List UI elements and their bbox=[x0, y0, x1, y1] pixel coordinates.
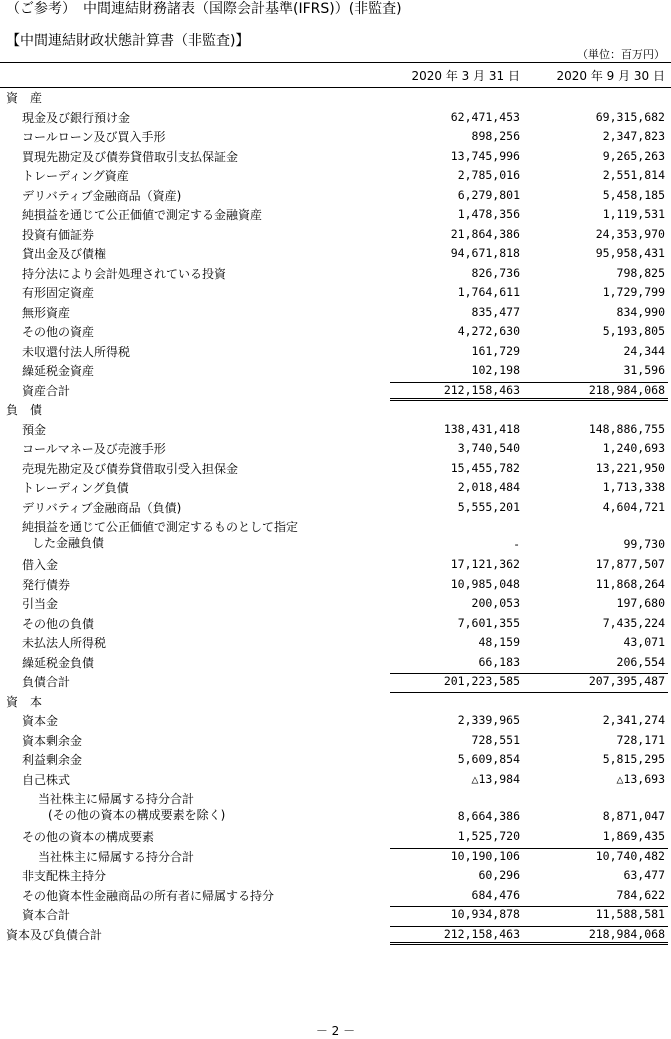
row-label bbox=[22, 733, 82, 749]
value-2020-09: 43,071 bbox=[623, 635, 665, 649]
row-label-text: 資 産 bbox=[6, 91, 43, 105]
row-label bbox=[22, 285, 94, 301]
row-label-text: その他の資産 bbox=[22, 325, 95, 339]
row-label-text: デリバティブ金融商品（負債) bbox=[22, 500, 182, 515]
value-2020-09: 1,729,799 bbox=[602, 285, 665, 299]
row-label bbox=[22, 129, 166, 145]
value-2020-03: 2,018,484 bbox=[457, 480, 520, 494]
row-label bbox=[22, 557, 58, 573]
row-label bbox=[22, 344, 130, 360]
table-row bbox=[0, 672, 671, 692]
value-2020-03: 15,455,782 bbox=[450, 460, 520, 475]
value-2020-03: 1,525,720 bbox=[457, 829, 520, 843]
row-label-text: デリバティブ金融商品（資産) bbox=[22, 188, 182, 203]
value-2020-09: 24,344 bbox=[623, 343, 665, 358]
value-2020-09: 99,730 bbox=[623, 537, 665, 551]
row-label-continuation: (その他の資本の構成要素を除く) bbox=[48, 808, 226, 822]
table-body bbox=[0, 88, 671, 944]
row-label-text: その他の負債 bbox=[22, 616, 95, 631]
row-label bbox=[22, 324, 94, 340]
row-label-text: 純損益を通じて公正価値で測定するものとして指定 bbox=[22, 520, 299, 534]
subtotal-rule bbox=[390, 382, 668, 383]
table-row bbox=[0, 400, 671, 420]
row-label bbox=[22, 246, 106, 262]
row-label bbox=[22, 500, 181, 516]
value-2020-09: 218,984,068 bbox=[588, 926, 665, 941]
row-label-text: 当社株主に帰属する持分合計 bbox=[38, 792, 195, 806]
table-row bbox=[0, 653, 671, 673]
value-2020-03: 684,476 bbox=[471, 887, 520, 902]
table-row bbox=[0, 459, 671, 479]
row-label bbox=[22, 383, 70, 399]
table-row bbox=[0, 770, 671, 790]
value-2020-09: 10,740,482 bbox=[595, 848, 665, 863]
table-row bbox=[0, 886, 671, 906]
value-2020-09: 5,458,185 bbox=[602, 187, 665, 202]
row-label bbox=[22, 713, 58, 729]
row-label-text: 未収還付法人所得税 bbox=[22, 344, 131, 359]
table-row bbox=[0, 905, 671, 925]
row-label bbox=[22, 441, 166, 457]
table-row bbox=[0, 127, 671, 147]
row-label bbox=[22, 305, 70, 321]
table-row bbox=[0, 439, 671, 459]
row-label-text: 買現先勘定及び債券貸借取引支払保証金 bbox=[22, 149, 239, 164]
value-2020-03: 1,478,356 bbox=[457, 207, 520, 221]
row-label bbox=[22, 480, 129, 496]
value-2020-03: 8,664,386 bbox=[457, 809, 520, 823]
row-label bbox=[22, 266, 226, 282]
column-header-2020-03: 2020 年 3 月 31 日 bbox=[411, 69, 520, 83]
value-2020-09: 24,353,970 bbox=[595, 226, 665, 241]
row-label-text: 資本及び負債合計 bbox=[6, 927, 103, 942]
value-2020-09: 728,171 bbox=[616, 732, 665, 747]
row-label-text: 資産合計 bbox=[22, 383, 71, 398]
row-label-text: 負 債 bbox=[6, 403, 43, 417]
value-2020-03: 898,256 bbox=[471, 129, 520, 143]
row-label-text: 非支配株主持分 bbox=[22, 869, 107, 883]
row-label-text: 預金 bbox=[22, 422, 47, 437]
value-2020-03: 66,183 bbox=[478, 654, 520, 669]
row-label bbox=[6, 927, 102, 943]
table-row bbox=[0, 244, 671, 264]
row-label-text: 当社株主に帰属する持分合計 bbox=[38, 849, 195, 864]
value-2020-03: 5,609,854 bbox=[457, 752, 520, 766]
value-2020-03: 6,279,801 bbox=[457, 187, 520, 202]
value-2020-09: 17,877,507 bbox=[595, 557, 665, 571]
value-2020-09: 1,240,693 bbox=[602, 441, 665, 455]
value-2020-03: 1,764,611 bbox=[457, 285, 520, 299]
row-label-text: 無形資産 bbox=[22, 305, 71, 320]
row-label-text: 資本金 bbox=[22, 714, 59, 728]
row-label-text: 繰延税金資産 bbox=[22, 364, 95, 378]
value-2020-03: 200,053 bbox=[471, 596, 520, 610]
table-row bbox=[0, 283, 671, 303]
value-2020-09: 5,815,295 bbox=[602, 752, 665, 766]
value-2020-09: 798,825 bbox=[616, 265, 665, 280]
value-2020-09: 834,990 bbox=[616, 304, 665, 319]
row-label-text: 自己株式 bbox=[22, 772, 71, 787]
value-2020-03: - bbox=[513, 537, 520, 551]
table-row bbox=[0, 88, 671, 108]
row-label bbox=[22, 227, 94, 243]
total-double-rule bbox=[390, 942, 668, 945]
value-2020-03: 3,740,540 bbox=[457, 441, 520, 455]
subtotal-rule bbox=[390, 673, 668, 674]
row-label-text: 資 本 bbox=[6, 694, 43, 709]
row-label bbox=[22, 772, 70, 788]
value-2020-03: △13,984 bbox=[471, 771, 520, 786]
row-label-continuation: した金融負債 bbox=[32, 536, 105, 550]
table-row bbox=[0, 866, 671, 886]
row-label bbox=[6, 90, 42, 106]
value-2020-09: 197,680 bbox=[616, 596, 665, 610]
value-2020-03: 7,601,355 bbox=[457, 615, 520, 630]
value-2020-03: 10,985,048 bbox=[450, 576, 520, 591]
subtotal-rule bbox=[390, 848, 668, 849]
table-row bbox=[0, 108, 671, 128]
value-2020-03: 17,121,362 bbox=[450, 557, 520, 571]
row-label bbox=[22, 829, 154, 845]
table-header bbox=[0, 62, 671, 88]
table-row bbox=[0, 925, 671, 945]
table-row bbox=[0, 692, 671, 712]
row-label bbox=[22, 655, 94, 671]
row-label-text: 投資有価証券 bbox=[22, 227, 95, 242]
row-label bbox=[22, 596, 58, 612]
value-2020-03: 212,158,463 bbox=[443, 926, 520, 941]
row-label bbox=[22, 363, 94, 379]
value-2020-03: 13,745,996 bbox=[450, 148, 520, 163]
table-row bbox=[0, 186, 671, 206]
value-2020-03: 138,431,418 bbox=[443, 421, 520, 436]
table-row bbox=[0, 555, 671, 575]
value-2020-03: 21,864,386 bbox=[450, 226, 520, 241]
row-label bbox=[22, 422, 46, 438]
value-2020-09: 7,435,224 bbox=[602, 615, 665, 630]
table-row bbox=[0, 147, 671, 167]
value-2020-09: 69,315,682 bbox=[595, 109, 665, 124]
row-label-text: 現金及び銀行預け金 bbox=[22, 110, 131, 125]
value-2020-09: 1,119,531 bbox=[602, 207, 665, 221]
row-label-text: 資本合計 bbox=[22, 908, 71, 922]
row-label-text: 純損益を通じて公正価値で測定する金融資産 bbox=[22, 208, 263, 222]
row-label-text: 負債合計 bbox=[22, 675, 71, 689]
row-label bbox=[22, 674, 70, 690]
value-2020-03: 102,198 bbox=[471, 363, 520, 377]
value-2020-09: 2,551,814 bbox=[602, 168, 665, 182]
row-label-text: 発行債券 bbox=[22, 577, 71, 592]
value-2020-03: 728,551 bbox=[471, 732, 520, 747]
row-label-text: トレーディング負債 bbox=[22, 481, 129, 495]
row-label-text: トレーディング資産 bbox=[22, 169, 129, 183]
value-2020-03: 94,671,818 bbox=[450, 246, 520, 260]
value-2020-09: 1,713,338 bbox=[602, 480, 665, 494]
row-label-text: 借入金 bbox=[22, 558, 59, 572]
row-label-text: 繰延税金負債 bbox=[22, 655, 95, 670]
row-label bbox=[22, 635, 106, 651]
table-row bbox=[0, 594, 671, 614]
row-label bbox=[22, 888, 274, 904]
row-label-text: 引当金 bbox=[22, 597, 59, 611]
table-row bbox=[0, 614, 671, 634]
value-2020-03: 60,296 bbox=[478, 868, 520, 882]
row-label bbox=[22, 907, 70, 923]
row-label bbox=[38, 791, 225, 823]
table-row bbox=[0, 166, 671, 186]
table-row bbox=[0, 342, 671, 362]
row-label-text: その他資本性金融商品の所有者に帰属する持分 bbox=[22, 888, 275, 903]
table-row bbox=[0, 789, 671, 827]
balance-sheet-table bbox=[0, 62, 671, 944]
row-label-text: 売現先勘定及び債券貸借取引受入担保金 bbox=[22, 461, 239, 476]
table-row bbox=[0, 478, 671, 498]
row-label bbox=[22, 616, 94, 632]
row-label-text: 有形固定資産 bbox=[22, 286, 95, 300]
table-row bbox=[0, 205, 671, 225]
value-2020-03: 201,223,585 bbox=[443, 674, 520, 688]
value-2020-03: 2,785,016 bbox=[457, 168, 520, 182]
table-row bbox=[0, 303, 671, 323]
value-2020-09: 11,588,581 bbox=[595, 907, 665, 921]
table-row bbox=[0, 711, 671, 731]
row-label-text: 資本剰余金 bbox=[22, 733, 83, 748]
row-label bbox=[22, 461, 238, 477]
table-row bbox=[0, 322, 671, 342]
table-row bbox=[0, 827, 671, 847]
value-2020-03: 10,190,106 bbox=[450, 848, 520, 863]
row-label bbox=[22, 149, 238, 165]
table-row bbox=[0, 498, 671, 518]
value-2020-09: 63,477 bbox=[623, 868, 665, 882]
value-2020-09: 31,596 bbox=[623, 363, 665, 377]
table-row bbox=[0, 361, 671, 381]
value-2020-09: 784,622 bbox=[616, 887, 665, 902]
value-2020-09: 207,395,487 bbox=[588, 674, 665, 688]
value-2020-09: 206,554 bbox=[616, 654, 665, 669]
value-2020-03: 48,159 bbox=[478, 635, 520, 649]
table-row bbox=[0, 633, 671, 653]
value-2020-09: 4,604,721 bbox=[602, 499, 665, 514]
value-2020-09: 2,347,823 bbox=[602, 129, 665, 143]
row-label bbox=[38, 849, 194, 865]
value-2020-03: 4,272,630 bbox=[457, 324, 520, 338]
row-label-text: 貸出金及び債権 bbox=[22, 247, 107, 261]
row-label bbox=[22, 207, 262, 223]
table-row bbox=[0, 731, 671, 751]
value-2020-09: 148,886,755 bbox=[588, 421, 665, 436]
value-2020-03: 62,471,453 bbox=[450, 109, 520, 124]
row-label-text: 持分法により会計処理されている投資 bbox=[22, 266, 227, 281]
row-label bbox=[22, 868, 106, 884]
row-label bbox=[22, 168, 129, 184]
value-2020-03: 212,158,463 bbox=[443, 382, 520, 397]
row-label bbox=[6, 694, 42, 710]
value-2020-03: 161,729 bbox=[471, 343, 520, 358]
value-2020-09: 2,341,274 bbox=[602, 713, 665, 727]
subtotal-rule bbox=[390, 906, 668, 907]
value-2020-09: 95,958,431 bbox=[595, 246, 665, 260]
table-row bbox=[0, 517, 671, 555]
row-label bbox=[22, 188, 181, 204]
row-label-text: 未払法人所得税 bbox=[22, 636, 107, 650]
value-2020-09: 13,221,950 bbox=[595, 460, 665, 475]
value-2020-09: 1,869,435 bbox=[602, 829, 665, 843]
row-label bbox=[22, 752, 82, 768]
value-2020-09: 9,265,263 bbox=[602, 148, 665, 163]
table-row bbox=[0, 264, 671, 284]
table-row bbox=[0, 750, 671, 770]
row-label bbox=[22, 519, 298, 551]
value-2020-09: 11,868,264 bbox=[595, 576, 665, 591]
value-2020-09: 5,193,805 bbox=[602, 324, 665, 338]
row-label-text: その他の資本の構成要素 bbox=[22, 830, 155, 844]
row-label bbox=[6, 402, 42, 418]
row-label-text: 利益剰余金 bbox=[22, 753, 83, 767]
statement-title: 【中間連結財政状態計算書（非監査)】 bbox=[6, 33, 250, 49]
value-2020-03: 835,477 bbox=[471, 304, 520, 319]
table-row bbox=[0, 225, 671, 245]
table-row bbox=[0, 381, 671, 401]
value-2020-03: 2,339,965 bbox=[457, 713, 520, 727]
value-2020-03: 10,934,878 bbox=[450, 907, 520, 921]
table-row bbox=[0, 420, 671, 440]
value-2020-09: △13,693 bbox=[616, 771, 665, 786]
row-label-text: コールマネー及び売渡手形 bbox=[22, 442, 166, 456]
value-2020-09: 8,871,047 bbox=[602, 809, 665, 823]
row-label-text: コールローン及び買入手形 bbox=[22, 130, 166, 144]
row-label bbox=[22, 577, 70, 593]
page-number: － 2 － bbox=[315, 1024, 356, 1038]
value-2020-09: 218,984,068 bbox=[588, 382, 665, 397]
document-title: （ご参考） 中間連結財務諸表（国際会計基準(IFRS)）(非監査) bbox=[6, 1, 402, 17]
unit-label: （単位：百万円） bbox=[577, 48, 665, 61]
value-2020-03: 826,736 bbox=[471, 265, 520, 280]
value-2020-03: 5,555,201 bbox=[457, 499, 520, 514]
row-label bbox=[22, 110, 130, 126]
column-header-2020-09: 2020 年 9 月 30 日 bbox=[556, 69, 665, 83]
table-row bbox=[0, 575, 671, 595]
table-row bbox=[0, 847, 671, 867]
subtotal-rule bbox=[390, 926, 668, 927]
